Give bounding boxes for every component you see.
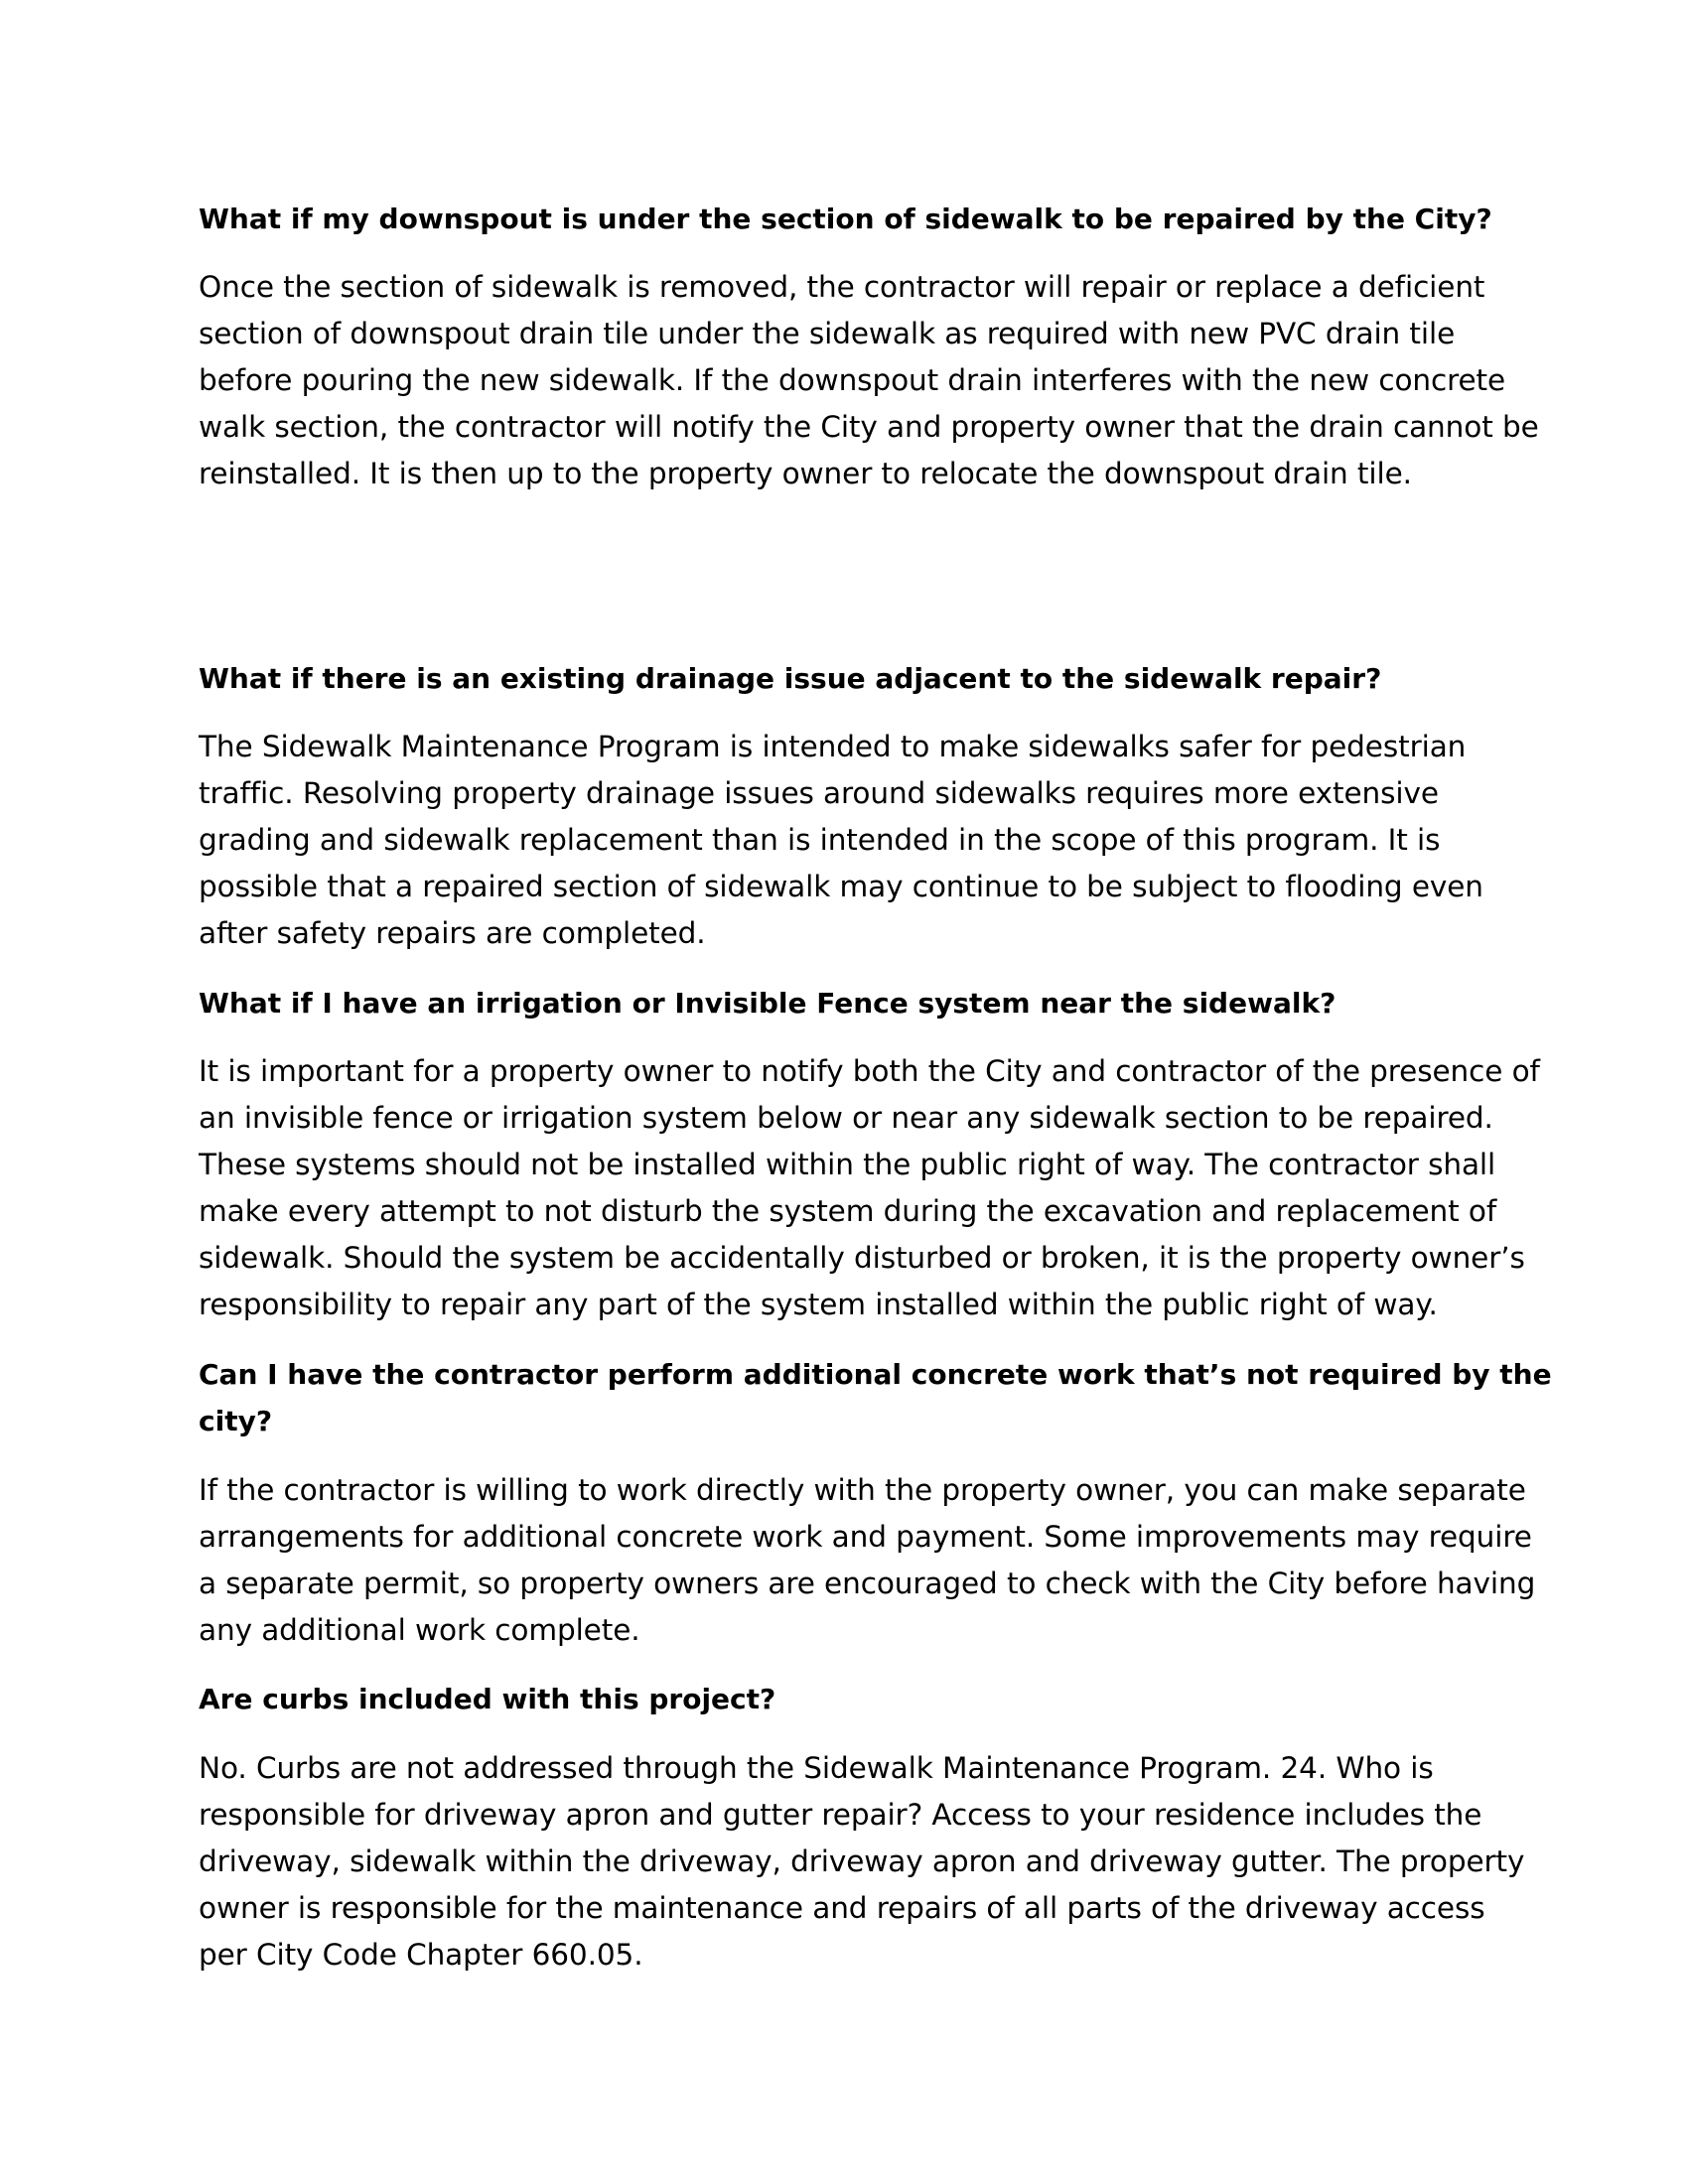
question-line: What if I have an irrigation or Invisible Fence system near the sidewalk? <box>199 987 1336 1020</box>
answer-line: arrangements for additional concrete work and payment. Some improvements may require <box>199 1520 1532 1554</box>
faq-answer <box>199 1745 1525 1979</box>
answer-line: traffic. Resolving property drainage issues around sidewalks requires more extensive <box>199 776 1439 810</box>
faq-answer <box>199 264 1539 497</box>
answer-line: walk section, the contractor will notify the City and property owner that the drain cannot be <box>199 410 1539 444</box>
faq-answer <box>199 1048 1540 1328</box>
answer-line: responsible for driveway apron and gutter repair? Access to your residence includes the <box>199 1798 1482 1832</box>
answer-line: per City Code Chapter 660.05. <box>199 1938 643 1972</box>
answer-line: any additional work complete. <box>199 1613 640 1647</box>
faq-question <box>199 655 1489 702</box>
answer-line: The Sidewalk Maintenance Program is intended to make sidewalks safer for pedestrian <box>199 730 1467 763</box>
answer-line: make every attempt to not disturb the system during the excavation and replacement of <box>199 1194 1497 1228</box>
question-line: Are curbs included with this project? <box>199 1683 776 1715</box>
answer-line: reinstalled. It is then up to the property owner to relocate the downspout drain tile. <box>199 457 1412 490</box>
answer-line: after safety repairs are completed. <box>199 916 706 950</box>
answer-line: No. Curbs are not addressed through the Sidewalk Maintenance Program. 24. Who is <box>199 1751 1434 1785</box>
answer-line: grading and sidewalk replacement than is intended in the scope of this program. It is <box>199 823 1441 857</box>
faq-question <box>199 1676 1489 1722</box>
answer-line: Once the section of sidewalk is removed, the contractor will repair or replace a deficient <box>199 270 1485 304</box>
question-line: Can I have the contractor perform additional concrete work that’s not required by the <box>199 1358 1552 1391</box>
answer-line: sidewalk. Should the system be accidentally disturbed or broken, it is the property owner’s <box>199 1241 1525 1275</box>
question-line: city? <box>199 1405 273 1437</box>
answer-line: responsibility to repair any part of the system installed within the public right of way. <box>199 1288 1438 1321</box>
answer-line: If the contractor is willing to work directly with the property owner, you can make separate <box>199 1473 1526 1507</box>
faq-question <box>199 196 1492 242</box>
answer-line: possible that a repaired section of sidewalk may continue to be subject to flooding even <box>199 870 1483 903</box>
answer-line: owner is responsible for the maintenance and repairs of all parts of the driveway access <box>199 1891 1485 1925</box>
answer-line: before pouring the new sidewalk. If the downspout drain interferes with the new concrete <box>199 363 1506 397</box>
answer-line: These systems should not be installed within the public right of way. The contractor shall <box>199 1148 1496 1181</box>
answer-line: an invisible fence or irrigation system below or near any sidewalk section to be repaired. <box>199 1101 1493 1135</box>
faq-answer <box>199 724 1489 957</box>
answer-line: a separate permit, so property owners are encouraged to check with the City before having <box>199 1567 1536 1600</box>
answer-line: It is important for a property owner to notify both the City and contractor of the presence of <box>199 1054 1540 1088</box>
answer-line: section of downspout drain tile under the sidewalk as required with new PVC drain tile <box>199 317 1456 350</box>
question-line: What if there is an existing drainage issue adjacent to the sidewalk repair? <box>199 662 1382 695</box>
answer-line: driveway, sidewalk within the driveway, driveway apron and driveway gutter. The property <box>199 1844 1525 1878</box>
faq-question <box>199 980 1489 1026</box>
faq-answer <box>199 1467 1536 1654</box>
question-line: What if my downspout is under the section of sidewalk to be repaired by the City? <box>199 203 1492 235</box>
faq-question <box>199 1351 1552 1444</box>
